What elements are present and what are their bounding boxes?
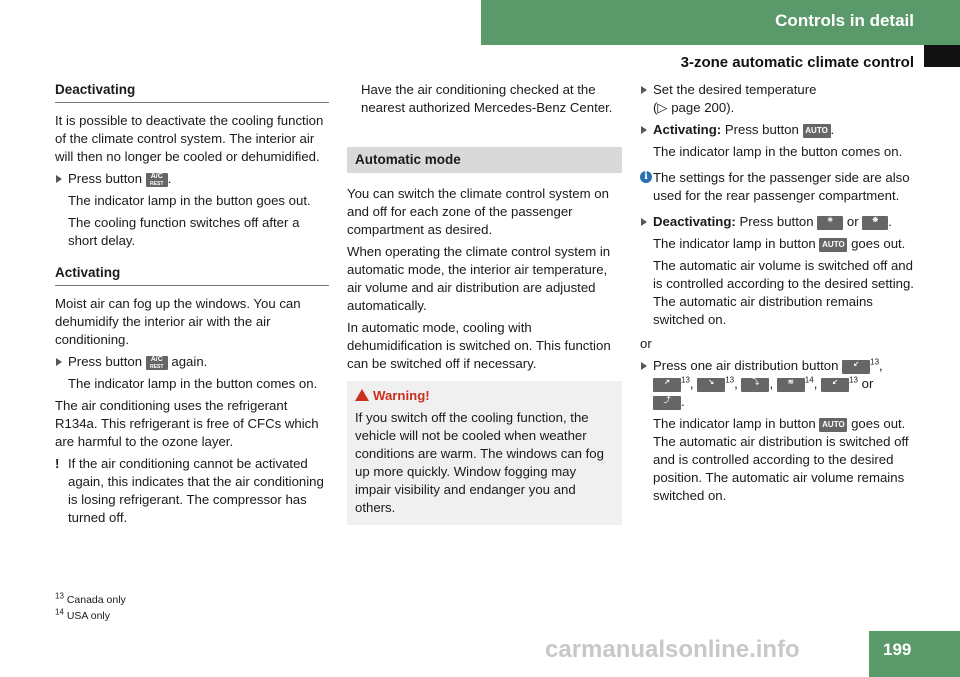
- air-distribution-face-footwell-icon: ⤵: [741, 378, 769, 392]
- air-distribution-defrost-icon: ↗: [653, 378, 681, 392]
- deactivating-cooling-text: The cooling function switches off after a short delay.: [68, 215, 300, 248]
- deactivating-paragraph: It is possible to deactivate the cooling function of the climate control system. The interior air will then no longer be cooled or dehumidified.: [55, 113, 324, 164]
- auto-paragraph-1: You can switch the climate control system on and off for each zone of the passenger compartment as desired.: [347, 186, 609, 237]
- air-distribution-all-icon: ≋: [777, 378, 805, 392]
- deactivating-heading: Deactivating: [55, 81, 329, 103]
- activating-auto-step: Activating: Press button AUTO .: [640, 121, 920, 139]
- or-text: or: [640, 336, 652, 351]
- left-column: [55, 81, 329, 531]
- distribution-step: Press one air distribution button ↙ $^{13}$, ↗ $^{13}$, ↘ $^{13}$, ⤵ , ≋ $^{14}$, ↙ $^{13}$ or ⤴ .: [640, 357, 920, 411]
- warning-text: If you switch off the cooling function, the vehicle will not be cooled when weather conditions are warm. The windows can fog up more quickly. Window fogging may impair visibility and endanger you and others.: [355, 410, 604, 515]
- info-icon: i: [640, 171, 652, 183]
- temperature-step: Set the desired temperature (▷ page 200).: [640, 81, 920, 117]
- auto-paragraph-2: When operating the climate control system in automatic mode, the interior air temperature, air volume and air distribution are adjusted automatically.: [347, 244, 611, 313]
- page-number-tab: [869, 631, 960, 677]
- deact-air-volume-text: The automatic air volume is switched off and is controlled according to the desired setting. The automatic air distribution remains switched on.: [653, 258, 914, 327]
- ac-button-icon: A/C REST: [146, 173, 168, 187]
- exclamation-icon: !: [55, 456, 60, 471]
- automatic-mode-heading: Automatic mode: [347, 147, 622, 173]
- warning-title: Warning!: [355, 387, 614, 405]
- activating-indicator-text: The indicator lamp in the button comes on.: [68, 376, 318, 391]
- fan-small-icon: ✳: [817, 216, 843, 230]
- info-note: i The settings for the passenger side are also used for the rear passenger compartment.: [640, 169, 920, 205]
- auto-button-icon: AUTO: [819, 238, 847, 252]
- air-distribution-defrost-footwell-icon: ↙: [821, 378, 849, 392]
- air-distribution-footwell-icon: ↙: [842, 360, 870, 374]
- refrigerant-paragraph: The air conditioning uses the refrigerant R134a. This refrigerant is free of CFCs which are harmful to the ozone layer.: [55, 398, 319, 449]
- fan-large-icon: ❋: [862, 216, 888, 230]
- auto-indicator-text: The indicator lamp in the button comes on.: [653, 144, 903, 159]
- check-paragraph: Have the air conditioning checked at the nearest authorized Mercedes-Benz Center.: [361, 82, 613, 115]
- middle-column: [347, 81, 622, 525]
- footnote-14: $^{14}$ USA only: [55, 607, 111, 622]
- air-distribution-face-icon: ↘: [697, 378, 725, 392]
- deactivating-indicator-text: The indicator lamp in the button goes out.: [68, 193, 311, 208]
- page-number: 199: [883, 640, 912, 659]
- auto-button-icon: AUTO: [819, 418, 847, 432]
- footnote-13: $^{13}$ Canada only: [55, 591, 126, 606]
- deactivating-auto-step: Deactivating: Press button ✳ or ❋ .: [640, 213, 920, 231]
- section-title: 3-zone automatic climate control: [680, 54, 914, 71]
- auto-paragraph-3: In automatic mode, cooling with dehumidification is switched on. This function can be switched off if necessary.: [347, 320, 611, 371]
- air-distribution-defrost-face-icon: ⤴: [653, 396, 681, 410]
- auto-button-icon: AUTO: [803, 124, 831, 138]
- right-column: [640, 81, 920, 509]
- deactivating-step: Press button A/C REST .: [55, 170, 329, 188]
- chapter-title: Controls in detail: [775, 11, 914, 30]
- deact-indicator-text: The indicator lamp in button AUTO goes out.: [653, 236, 906, 251]
- activating-paragraph: Moist air can fog up the windows. You can dehumidify the interior air with the air conditioning.: [55, 296, 301, 347]
- refrigerant-note: ! If the air conditioning cannot be activated again, this indicates that the air conditioning is losing refrigerant. The compressor has turned off.: [55, 456, 324, 525]
- distribution-indicator-text: The indicator lamp in button AUTO goes out. The automatic air distribution is switched off and is controlled according to the desired position. The automatic air volume remains switched on.: [653, 416, 909, 503]
- ac-button-icon: A/C REST: [146, 356, 168, 370]
- activating-step: Press button A/C REST again.: [55, 353, 329, 371]
- chapter-tab: [481, 0, 960, 45]
- section-marker: [924, 45, 960, 67]
- activating-heading: Activating: [55, 264, 329, 286]
- watermark: carmanualsonline.info: [545, 636, 800, 663]
- warning-box: [347, 381, 622, 525]
- warning-triangle-icon: [355, 389, 369, 401]
